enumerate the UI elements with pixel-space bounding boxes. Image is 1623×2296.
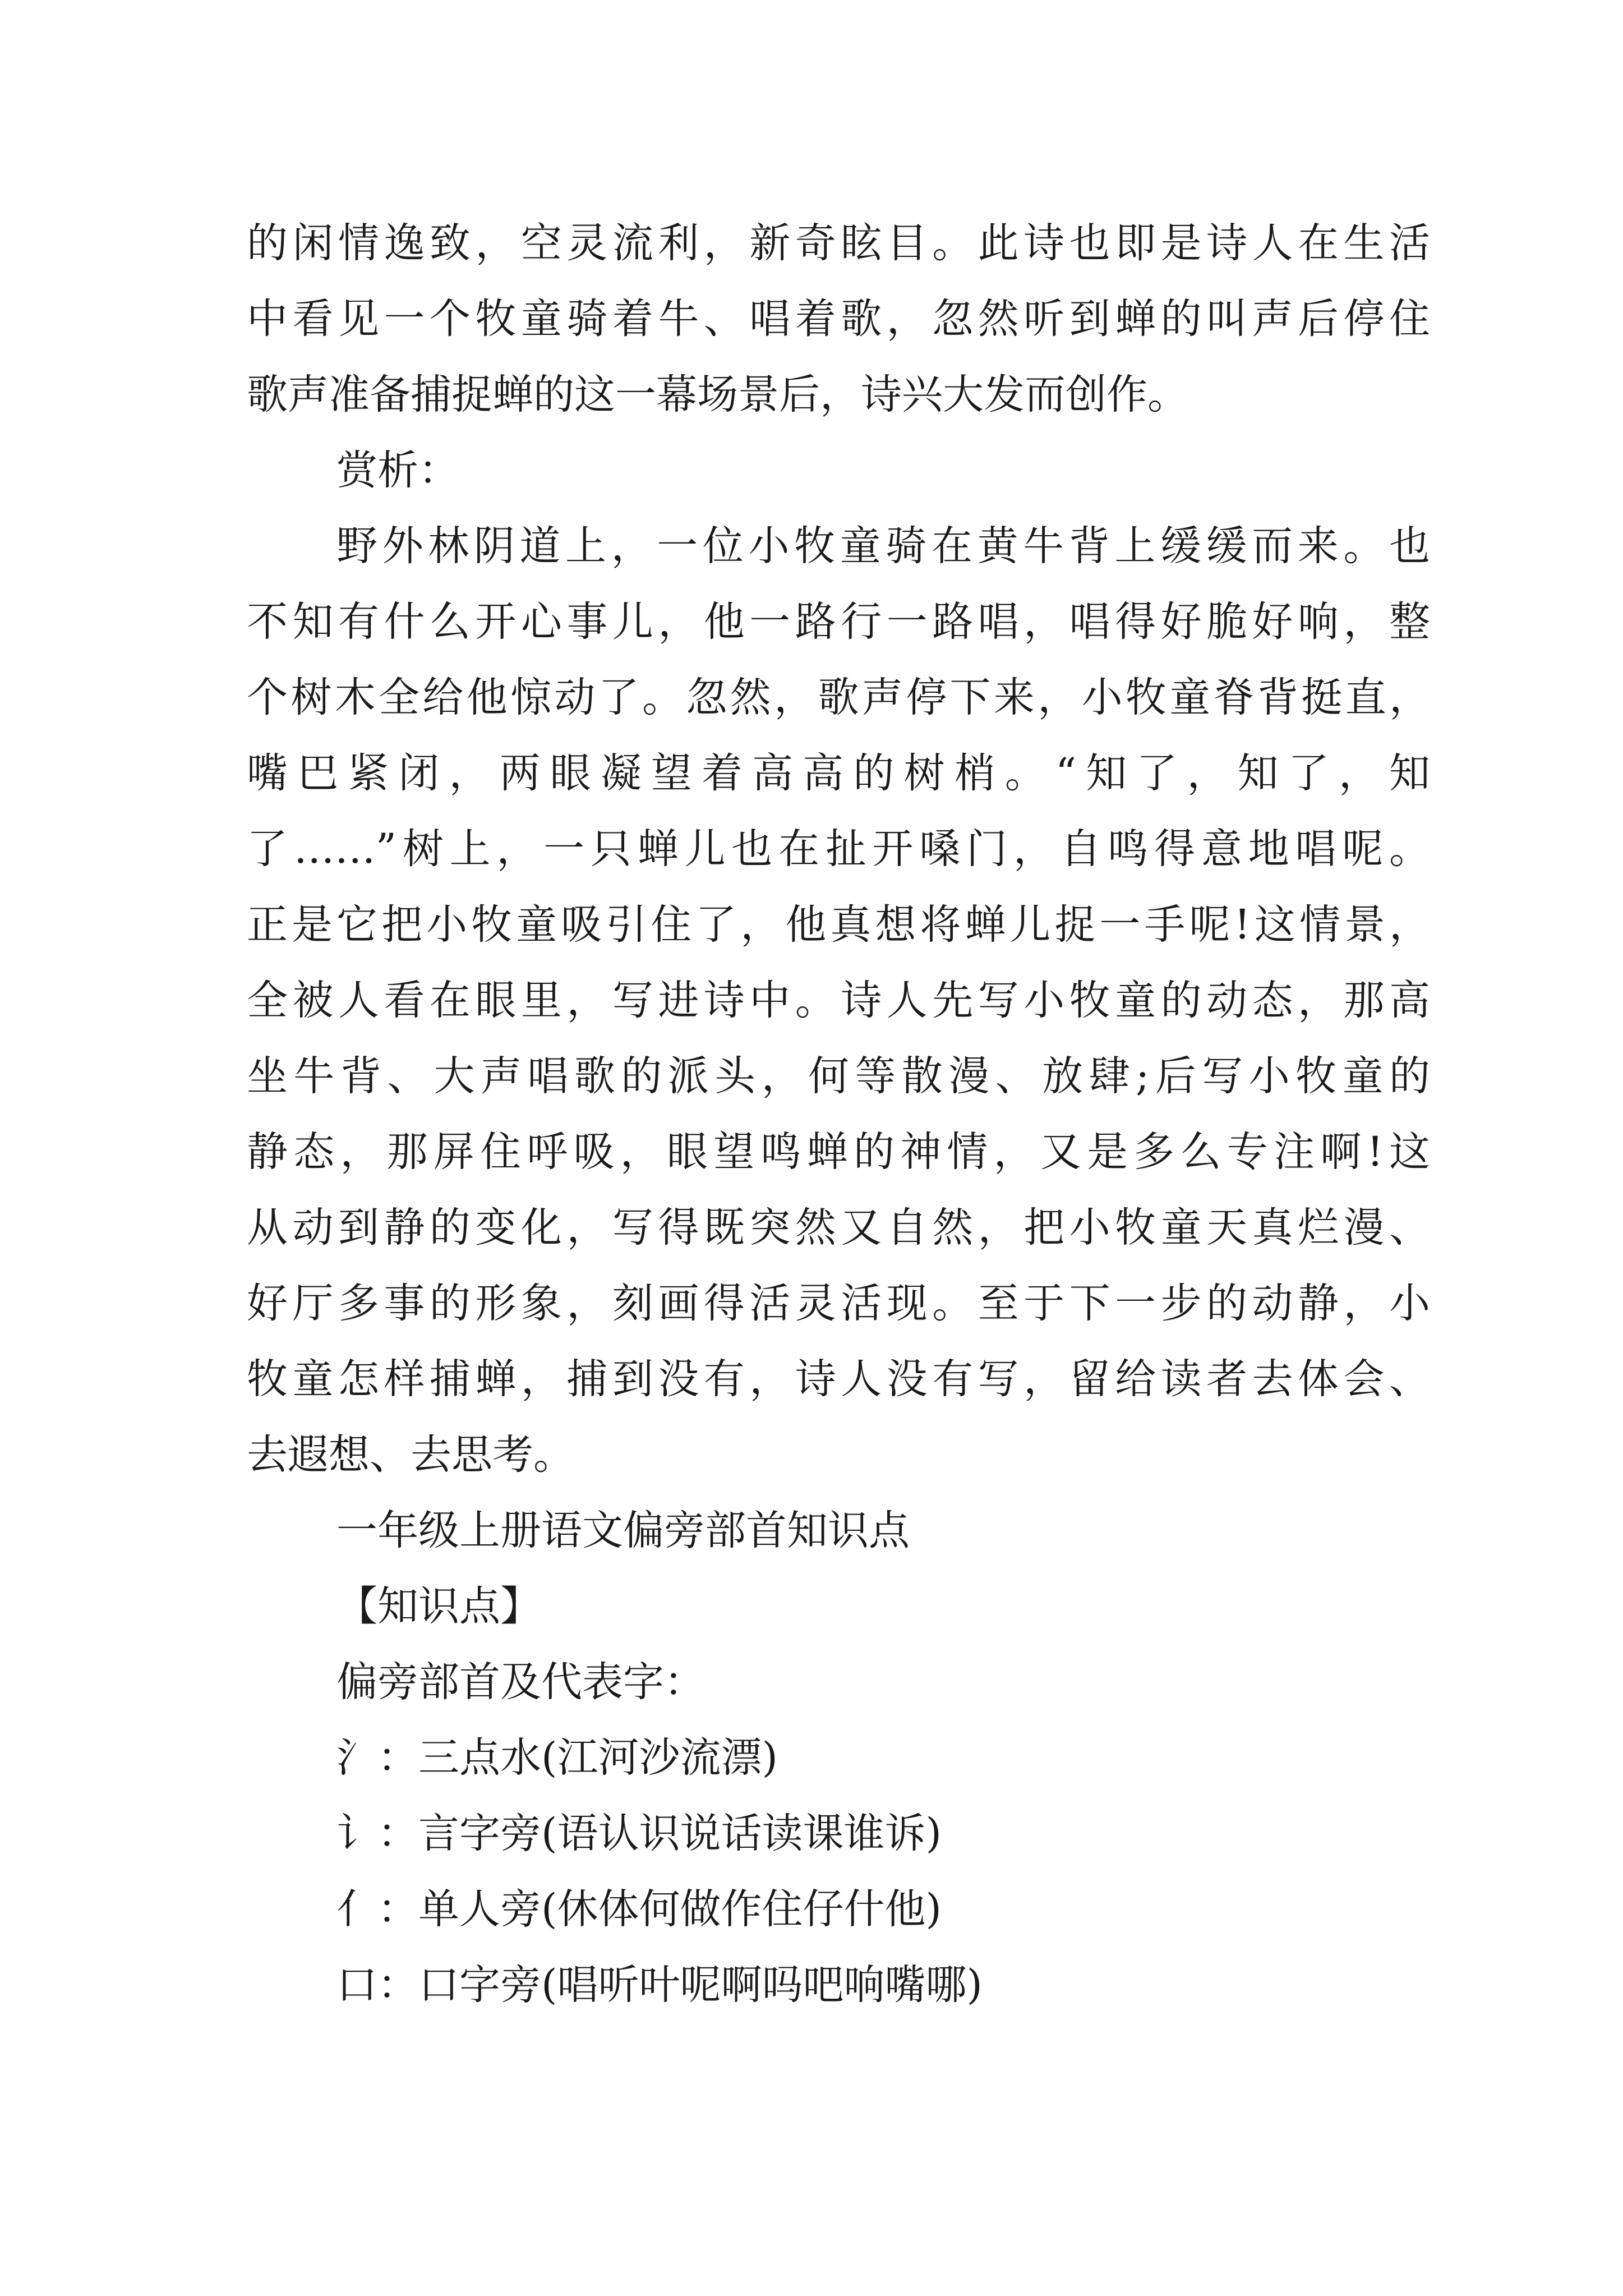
text-line-5: 野外林阴道上，一位小牧童骑在黄牛背上缓缓而来。也 [336, 522, 1430, 570]
radical-item-water: 氵：三点水(江河沙流漂) [336, 1734, 778, 1782]
text-line-17: 去遐想、去思考。 [247, 1431, 574, 1479]
text-line-7: 个树木全给他惊动了。忽然，歌声停下来，小牧童脊背挺直， [247, 674, 1430, 721]
text-line-3: 歌声准备捕捉蝉的这一幕场景后，诗兴大发而创作。 [247, 371, 1188, 418]
radical-item-person: 亻：单人旁(休体何做作住仔什他) [336, 1885, 942, 1933]
text-line-9: 了……”树上，一只蝉儿也在扯开嗓门，自鸣得意地唱呢。 [247, 825, 1430, 873]
text-line-8: 嘴巴紧闭，两眼凝望着高高的树梢。“知了，知了，知 [247, 749, 1430, 797]
text-line-12: 坐牛背、大声唱歌的派头，何等散漫、放肆;后写小牧童的 [247, 1052, 1430, 1100]
text-line-1: 的闲情逸致，空灵流利，新奇眩目。此诗也即是诗人在生活 [247, 219, 1430, 267]
radical-item-speech: 讠：言字旁(语认识说话读课谁诉) [336, 1810, 942, 1857]
text-line-11: 全被人看在眼里，写进诗中。诗人先写小牧童的动态，那高 [247, 977, 1430, 1024]
radicals-intro: 偏旁部首及代表字： [336, 1658, 705, 1706]
text-line-15: 好厅多事的形象，刻画得活灵活现。至于下一步的动静，小 [247, 1280, 1430, 1327]
radical-item-mouth: 口：口字旁(唱听叶呢啊吗吧响嘴哪) [336, 1961, 983, 2009]
text-line-16: 牧童怎样捕蝉，捕到没有，诗人没有写，留给读者去体会、 [247, 1355, 1430, 1403]
knowledge-point-heading: 【知识点】 [336, 1582, 541, 1630]
section-title-radicals: 一年级上册语文偏旁部首知识点 [336, 1507, 910, 1554]
text-line-2: 中看见一个牧童骑着牛、唱着歌，忽然听到蝉的叫声后停住 [247, 295, 1430, 343]
text-line-10: 正是它把小牧童吸引住了，他真想将蝉儿捉一手呢!这情景， [247, 901, 1430, 949]
text-line-6: 不知有什么开心事儿，他一路行一路唱，唱得好脆好响，整 [247, 598, 1430, 646]
text-line-14: 从动到静的变化，写得既突然又自然，把小牧童天真烂漫、 [247, 1204, 1430, 1251]
section-heading-appreciation: 赏析： [336, 447, 459, 494]
text-line-13: 静态，那屏住呼吸，眼望鸣蝉的神情，又是多么专注啊!这 [247, 1128, 1430, 1176]
